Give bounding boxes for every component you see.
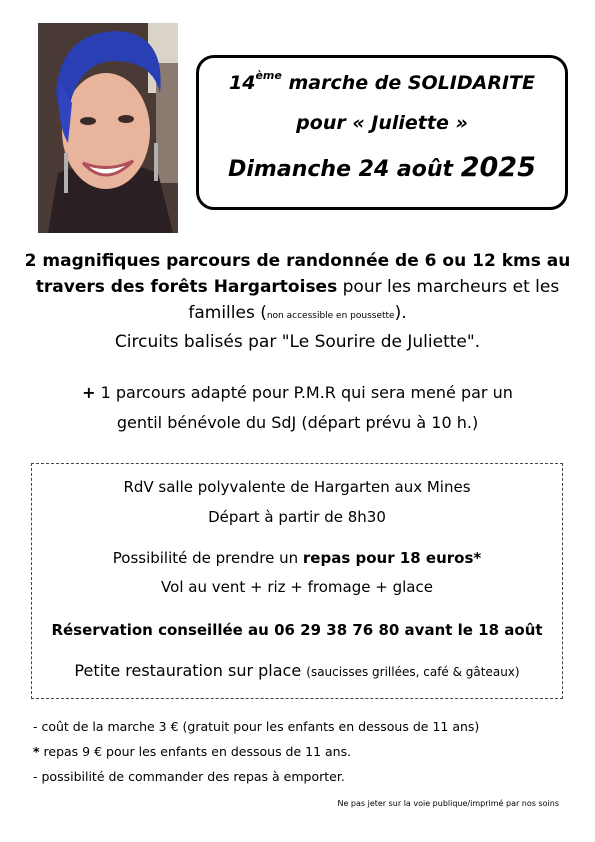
note-emporter: - possibilité de commander des repas à emporter. — [33, 769, 345, 784]
title-box — [196, 55, 568, 210]
footer-note: Ne pas jeter sur la voie publique/imprimé par nos soins — [337, 799, 559, 808]
reservation-line: Réservation conseillée au 06 29 38 76 80 avant le 18 août — [51, 621, 543, 639]
event-title: 14ème marche de SOLIDARITE — [229, 69, 535, 94]
pmr-paragraph: + 1 parcours adapté pour P.M.R qui sera mené par un gentil bénévole du SdJ (départ prévu à 10 h.) — [82, 383, 513, 432]
event-date: Dimanche 24 août 2025 — [228, 152, 536, 183]
event-subtitle: pour « Juliette » — [296, 112, 468, 134]
note-cost: - coût de la marche 3 € (gratuit pour les enfants en dessous de 11 ans) — [33, 719, 480, 734]
portrait-photo — [38, 23, 178, 233]
menu-line: Vol au vent + riz + fromage + glace — [161, 578, 433, 596]
repas-line: Possibilité de prendre un repas pour 18 euros* — [112, 549, 482, 567]
info-box — [31, 463, 563, 699]
intro-paragraph: 2 magnifiques parcours de randonnée de 6 ou 12 kms au travers des forêts Hargartoises pour les marcheurs et les familles (non accessible en poussette). Circuits balisés par "Le Sourire de Juliette". — [24, 251, 571, 352]
notes — [33, 714, 573, 789]
depart-line: Départ à partir de 8h30 — [208, 508, 386, 526]
rdv-line: RdV salle polyvalente de Hargarten aux Mines — [123, 478, 471, 496]
petite-restauration-line: Petite restauration sur place (saucisses grillées, café & gâteaux) — [74, 661, 520, 680]
note-repas: * repas 9 € pour les enfants en dessous de 11 ans. — [33, 744, 352, 759]
circuits-line: Circuits balisés par "Le Sourire de Juliette". — [114, 332, 481, 352]
